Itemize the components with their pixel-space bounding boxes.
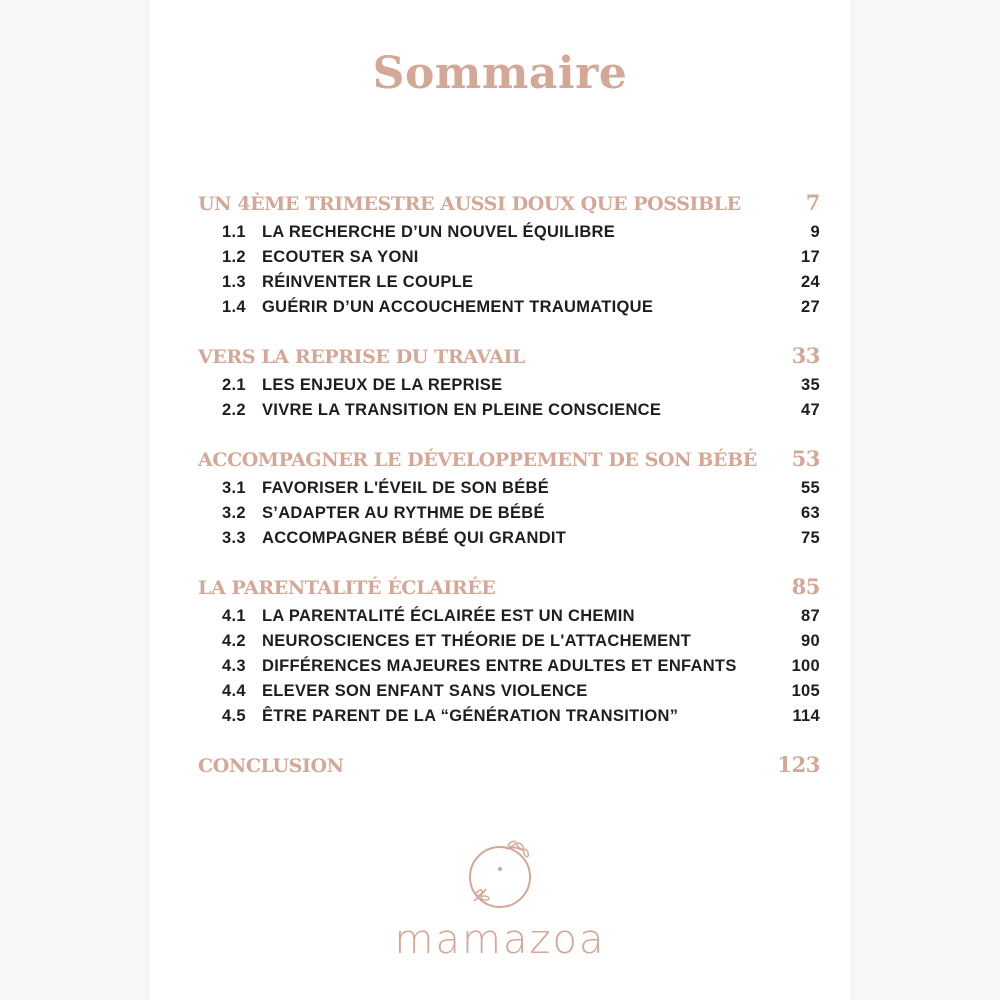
entry-number: 1.3 <box>222 273 246 291</box>
document-page <box>150 0 850 1000</box>
entry-number: 3.2 <box>222 504 246 522</box>
toc-section-3 <box>198 446 820 551</box>
section-heading[interactable] <box>198 752 820 782</box>
entry-number: 4.5 <box>222 707 246 725</box>
section-title: ACCOMPAGNER LE DÉVELOPPEMENT DE SON BÉBÉ <box>198 449 757 471</box>
entry-label: LA RECHERCHE D’UN NOUVEL ÉQUILIBRE <box>262 223 616 241</box>
section-page-number: 85 <box>791 574 820 599</box>
entry-page-number: 24 <box>801 273 820 291</box>
toc-entry[interactable] <box>198 604 820 629</box>
toc-entry[interactable] <box>198 679 820 704</box>
toc-section-2 <box>198 343 820 423</box>
entry-page-number: 55 <box>801 479 820 497</box>
entry-page-number: 9 <box>810 223 820 241</box>
entry-page-number: 47 <box>801 401 820 419</box>
toc-entry[interactable] <box>198 245 820 270</box>
entry-number: 2.2 <box>222 401 246 419</box>
toc-entry[interactable] <box>198 526 820 551</box>
brand-name: mamazoa <box>394 917 606 963</box>
section-page-number: 123 <box>777 752 820 777</box>
entry-label: ÊTRE PARENT DE LA “GÉNÉRATION TRANSITION” <box>262 707 679 725</box>
entry-label: DIFFÉRENCES MAJEURES ENTRE ADULTES ET ENFANTS <box>262 657 737 675</box>
entry-page-number: 100 <box>791 657 820 675</box>
entry-number: 1.1 <box>222 223 246 241</box>
toc-section-4 <box>198 574 820 729</box>
entry-page-number: 114 <box>792 707 820 725</box>
entry-label: VIVRE LA TRANSITION EN PLEINE CONSCIENCE <box>262 401 662 419</box>
toc-section-5 <box>198 752 820 782</box>
toc-entry[interactable] <box>198 501 820 526</box>
toc-entry[interactable] <box>198 476 820 501</box>
entry-page-number: 35 <box>801 376 820 394</box>
section-title: LA PARENTALITÉ ÉCLAIRÉE <box>198 577 496 599</box>
circle-leaf-icon <box>460 835 540 915</box>
entry-page-number: 75 <box>801 529 820 547</box>
page-title: Sommaire <box>372 48 628 99</box>
entry-number: 4.1 <box>222 607 246 625</box>
entry-page-number: 63 <box>801 504 820 522</box>
entry-page-number: 27 <box>801 298 820 316</box>
entry-label: ELEVER SON ENFANT SANS VIOLENCE <box>262 682 588 700</box>
entry-number: 4.4 <box>222 682 246 700</box>
entry-number: 3.1 <box>222 479 246 497</box>
entry-page-number: 90 <box>801 632 820 650</box>
entry-number: 2.1 <box>222 376 246 394</box>
section-title: VERS LA REPRISE DU TRAVAIL <box>198 346 525 368</box>
section-heading[interactable] <box>198 343 820 373</box>
toc-entry[interactable] <box>198 295 820 320</box>
toc-entry[interactable] <box>198 373 820 398</box>
entry-label: ACCOMPAGNER BÉBÉ QUI GRANDIT <box>262 529 567 547</box>
entry-label: S’ADAPTER AU RYTHME DE BÉBÉ <box>262 504 545 522</box>
toc-section-1 <box>198 190 820 320</box>
entry-label: FAVORISER L'ÉVEIL DE SON BÉBÉ <box>262 479 550 497</box>
brand-logo <box>150 835 850 963</box>
toc-entry[interactable] <box>198 220 820 245</box>
entry-label: ECOUTER SA YONI <box>262 248 419 266</box>
toc-entry[interactable] <box>198 270 820 295</box>
section-title: CONCLUSION <box>198 755 344 777</box>
section-page-number: 33 <box>791 343 820 368</box>
section-title: UN 4ÈME TRIMESTRE AUSSI DOUX QUE POSSIBLE <box>198 193 741 215</box>
entry-page-number: 87 <box>801 607 820 625</box>
section-heading[interactable] <box>198 574 820 604</box>
section-page-number: 7 <box>805 190 820 215</box>
section-heading[interactable] <box>198 446 820 476</box>
entry-page-number: 105 <box>791 682 820 700</box>
entry-label: GUÉRIR D’UN ACCOUCHEMENT TRAUMATIQUE <box>262 298 654 316</box>
table-of-contents <box>198 190 820 805</box>
entry-number: 1.2 <box>222 248 246 266</box>
toc-entry[interactable] <box>198 704 820 729</box>
toc-entry[interactable] <box>198 654 820 679</box>
entry-label: LA PARENTALITÉ ÉCLAIRÉE EST UN CHEMIN <box>262 607 635 625</box>
section-heading[interactable] <box>198 190 820 220</box>
entry-number: 4.3 <box>222 657 246 675</box>
toc-entry[interactable] <box>198 398 820 423</box>
entry-number: 3.3 <box>222 529 246 547</box>
toc-entry[interactable] <box>198 629 820 654</box>
section-page-number: 53 <box>791 446 820 471</box>
entry-page-number: 17 <box>801 248 820 266</box>
entry-number: 1.4 <box>222 298 246 316</box>
entry-label: LES ENJEUX DE LA REPRISE <box>262 376 503 394</box>
entry-label: NEUROSCIENCES ET THÉORIE DE L'ATTACHEMENT <box>262 632 692 650</box>
entry-number: 4.2 <box>222 632 246 650</box>
entry-label: RÉINVENTER LE COUPLE <box>262 273 474 291</box>
